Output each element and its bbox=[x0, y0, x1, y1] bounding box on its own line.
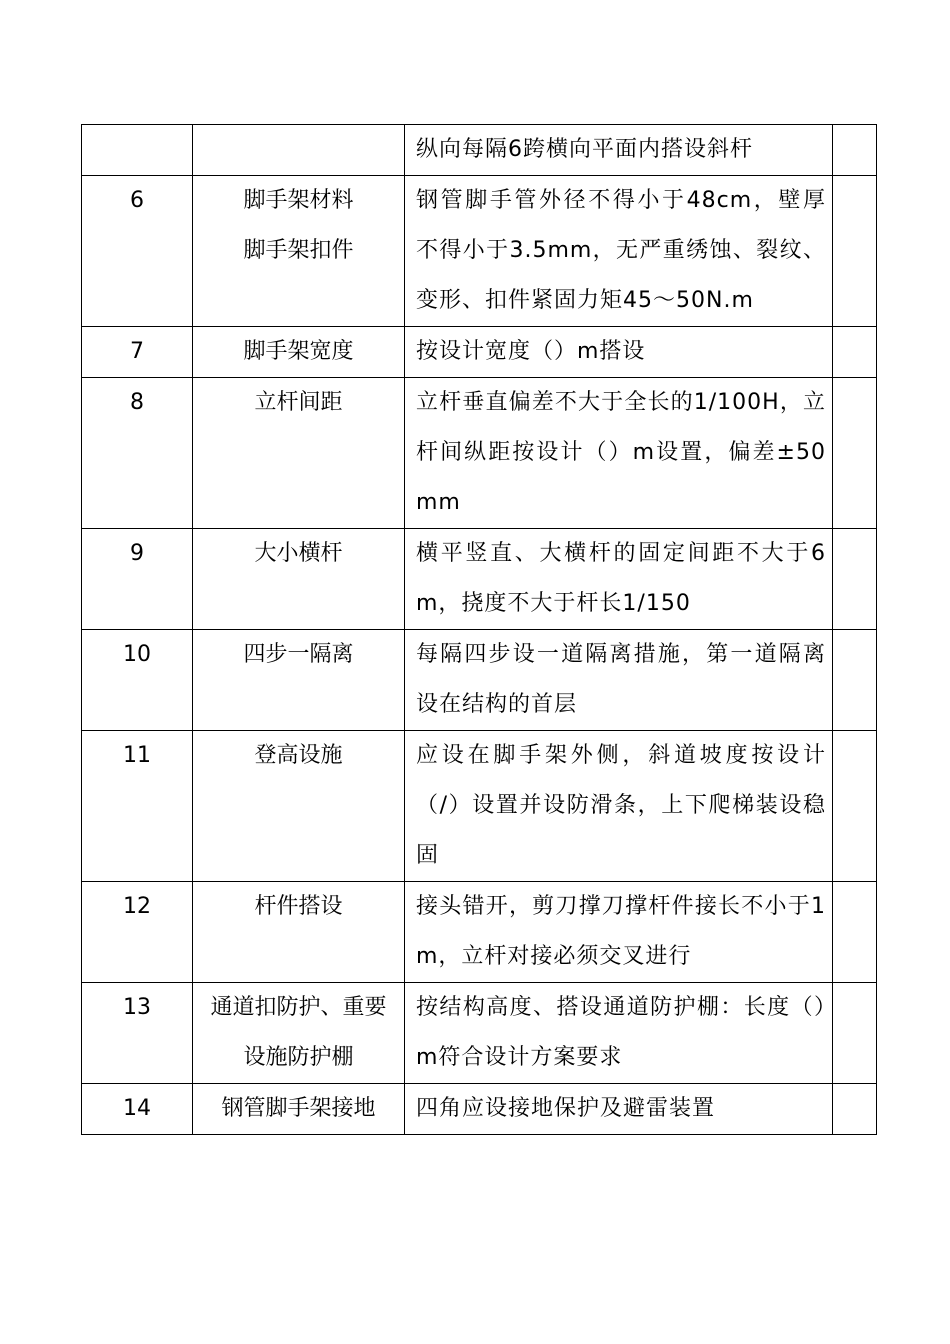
item-cell bbox=[193, 630, 405, 731]
inspection-table bbox=[81, 124, 877, 1135]
result-cell bbox=[833, 630, 877, 731]
requirement-cell: 接头错开，剪刀撑刀撑杆件接长不小于1m，立杆对接必须交叉进行 bbox=[405, 882, 833, 983]
item-label-line: 脚手架扣件 bbox=[243, 238, 354, 263]
table-row bbox=[82, 731, 877, 882]
item-cell bbox=[193, 1084, 405, 1135]
requirement-cell: 钢管脚手管外径不得小于48cm，壁厚不得小于3.5mm，无严重绣蚀、裂纹、变形、扣件紧固力矩45～50N.m bbox=[405, 176, 833, 327]
row-number-cell: 6 bbox=[82, 176, 193, 327]
result-cell bbox=[833, 176, 877, 327]
item-cell bbox=[193, 125, 405, 176]
table-row bbox=[82, 327, 877, 378]
item-label-line: 登高设施 bbox=[254, 743, 343, 768]
requirement-cell: 按结构高度、搭设通道防护棚：长度（）m符合设计方案要求 bbox=[405, 983, 833, 1084]
result-cell bbox=[833, 882, 877, 983]
item-label-line: 钢管脚手架接地 bbox=[221, 1096, 376, 1121]
item-cell bbox=[193, 378, 405, 529]
item-cell bbox=[193, 983, 405, 1084]
requirement-cell: 每隔四步设一道隔离措施，第一道隔离设在结构的首层 bbox=[405, 630, 833, 731]
item-label-line: 四步一隔离 bbox=[243, 642, 354, 667]
row-number-cell: 12 bbox=[82, 882, 193, 983]
table-row bbox=[82, 378, 877, 529]
row-number-cell: 14 bbox=[82, 1084, 193, 1135]
requirement-cell: 四角应设接地保护及避雷装置 bbox=[405, 1084, 833, 1135]
table-row bbox=[82, 529, 877, 630]
item-label-line: 设施防护棚 bbox=[243, 1045, 354, 1070]
result-cell bbox=[833, 1084, 877, 1135]
row-number-cell: 7 bbox=[82, 327, 193, 378]
requirement-cell: 应设在脚手架外侧，斜道坡度按设计（/）设置并设防滑条，上下爬梯装设稳固 bbox=[405, 731, 833, 882]
result-cell bbox=[833, 529, 877, 630]
inspection-table-wrap bbox=[81, 124, 876, 1135]
table-row bbox=[82, 1084, 877, 1135]
item-cell bbox=[193, 529, 405, 630]
row-number-cell: 13 bbox=[82, 983, 193, 1084]
row-number-cell: 9 bbox=[82, 529, 193, 630]
item-cell bbox=[193, 176, 405, 327]
item-label-line: 脚手架宽度 bbox=[243, 339, 354, 364]
requirement-cell: 纵向每隔6跨横向平面内搭设斜杆 bbox=[405, 125, 833, 176]
result-cell bbox=[833, 327, 877, 378]
row-number-cell: 11 bbox=[82, 731, 193, 882]
item-label-line: 脚手架材料 bbox=[243, 188, 354, 213]
table-row bbox=[82, 882, 877, 983]
result-cell bbox=[833, 378, 877, 529]
item-label-line: 立杆间距 bbox=[254, 390, 343, 415]
table-row bbox=[82, 125, 877, 176]
item-label-line: 杆件搭设 bbox=[254, 894, 343, 919]
item-cell bbox=[193, 327, 405, 378]
requirement-cell: 按设计宽度（）m搭设 bbox=[405, 327, 833, 378]
result-cell bbox=[833, 983, 877, 1084]
requirement-cell: 横平竖直、大横杆的固定间距不大于6m，挠度不大于杆长1/150 bbox=[405, 529, 833, 630]
row-number-cell bbox=[82, 125, 193, 176]
table-row bbox=[82, 630, 877, 731]
item-cell bbox=[193, 731, 405, 882]
item-cell bbox=[193, 882, 405, 983]
result-cell bbox=[833, 731, 877, 882]
requirement-cell: 立杆垂直偏差不大于全长的1/100H，立杆间纵距按设计（）m设置，偏差±50mm bbox=[405, 378, 833, 529]
table-row bbox=[82, 983, 877, 1084]
row-number-cell: 8 bbox=[82, 378, 193, 529]
result-cell bbox=[833, 125, 877, 176]
item-label-line: 大小横杆 bbox=[254, 541, 343, 566]
table-row bbox=[82, 176, 877, 327]
item-label-line: 通道扣防护、重要 bbox=[210, 995, 387, 1020]
row-number-cell: 10 bbox=[82, 630, 193, 731]
